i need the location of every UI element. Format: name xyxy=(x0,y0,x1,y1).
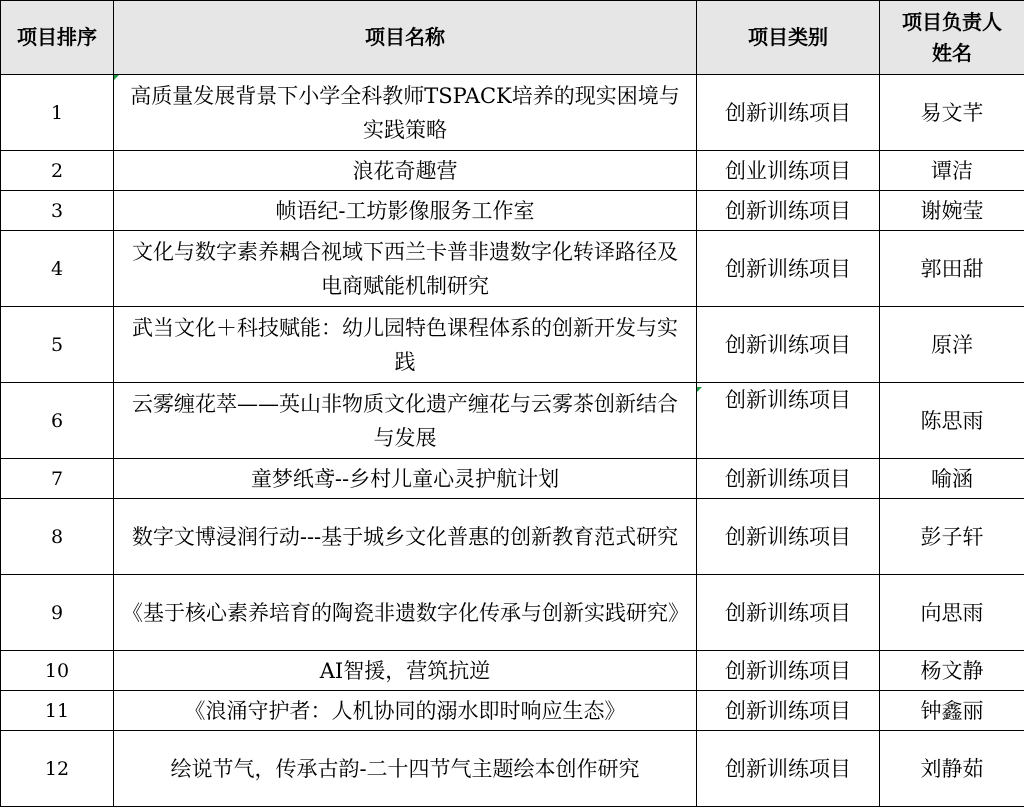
name-cell[interactable]: AI智援，营筑抗逆 xyxy=(114,651,697,691)
header-rank[interactable]: 项目排序 xyxy=(1,1,114,75)
rank-cell[interactable]: 11 xyxy=(1,691,114,731)
category-cell[interactable]: 创新训练项目 xyxy=(697,499,880,575)
name-cell[interactable]: 云雾缠花萃——英山非物质文化遗产缠花与云雾茶创新结合与发展 xyxy=(114,383,697,459)
comment-indicator-icon xyxy=(114,75,119,80)
table-row xyxy=(1,499,1024,575)
leader-cell[interactable]: 喻涵 xyxy=(880,459,1024,499)
rank-cell[interactable]: 6 xyxy=(1,383,114,459)
rank-cell[interactable]: 12 xyxy=(1,731,114,807)
name-cell[interactable]: 文化与数字素养耦合视域下西兰卡普非遗数字化转译路径及电商赋能机制研究 xyxy=(114,231,697,307)
category-cell[interactable]: 创新训练项目 xyxy=(697,231,880,307)
table-row xyxy=(1,459,1024,499)
table-row xyxy=(1,191,1024,231)
leader-cell[interactable]: 谢婉莹 xyxy=(880,191,1024,231)
name-cell[interactable]: 绘说节气，传承古韵-二十四节气主题绘本创作研究 xyxy=(114,731,697,807)
rank-cell[interactable]: 4 xyxy=(1,231,114,307)
category-cell[interactable]: 创新训练项目 xyxy=(697,75,880,151)
leader-cell[interactable]: 刘静茹 xyxy=(880,731,1024,807)
rank-cell[interactable]: 2 xyxy=(1,151,114,191)
leader-cell[interactable]: 郭田甜 xyxy=(880,231,1024,307)
category-cell[interactable]: 创新训练项目 xyxy=(697,307,880,383)
leader-cell[interactable]: 钟鑫丽 xyxy=(880,691,1024,731)
name-cell[interactable]: 武当文化＋科技赋能：幼儿园特色课程体系的创新开发与实践 xyxy=(114,307,697,383)
leader-cell[interactable]: 易文芊 xyxy=(880,75,1024,151)
table-row xyxy=(1,151,1024,191)
header-name[interactable]: 项目名称 xyxy=(114,1,697,75)
rank-cell[interactable]: 10 xyxy=(1,651,114,691)
table-row xyxy=(1,731,1024,807)
rank-cell[interactable]: 1 xyxy=(1,75,114,151)
table-row xyxy=(1,575,1024,651)
leader-cell[interactable]: 向思雨 xyxy=(880,575,1024,651)
table-row xyxy=(1,75,1024,151)
category-cell[interactable]: 创业训练项目 xyxy=(697,151,880,191)
leader-cell[interactable]: 杨文静 xyxy=(880,651,1024,691)
category-cell[interactable]: 创新训练项目 xyxy=(697,383,880,459)
table-row xyxy=(1,231,1024,307)
name-cell[interactable]: 《浪涌守护者：人机协同的溺水即时响应生态》 xyxy=(114,691,697,731)
header-category[interactable]: 项目类别 xyxy=(697,1,880,75)
category-cell[interactable]: 创新训练项目 xyxy=(697,651,880,691)
rank-cell[interactable]: 8 xyxy=(1,499,114,575)
leader-cell[interactable]: 彭子轩 xyxy=(880,499,1024,575)
rank-cell[interactable]: 5 xyxy=(1,307,114,383)
name-cell[interactable]: 高质量发展背景下小学全科教师TSPACK培养的现实困境与实践策略 xyxy=(114,75,697,151)
category-cell[interactable]: 创新训练项目 xyxy=(697,191,880,231)
leader-cell[interactable]: 陈思雨 xyxy=(880,383,1024,459)
category-cell[interactable]: 创新训练项目 xyxy=(697,575,880,651)
name-cell[interactable]: 《基于核心素养培育的陶瓷非遗数字化传承与创新实践研究》 xyxy=(114,575,697,651)
name-cell[interactable]: 浪花奇趣营 xyxy=(114,151,697,191)
header-row xyxy=(1,1,1024,75)
table-row xyxy=(1,691,1024,731)
table-row xyxy=(1,307,1024,383)
category-cell[interactable]: 创新训练项目 xyxy=(697,691,880,731)
table-row xyxy=(1,383,1024,459)
category-cell[interactable]: 创新训练项目 xyxy=(697,459,880,499)
category-cell[interactable]: 创新训练项目 xyxy=(697,731,880,807)
table-row xyxy=(1,651,1024,691)
name-cell[interactable]: 帧语纪-工坊影像服务工作室 xyxy=(114,191,697,231)
rank-cell[interactable]: 3 xyxy=(1,191,114,231)
header-leader[interactable] xyxy=(880,1,1024,75)
comment-indicator-icon xyxy=(697,387,702,392)
rank-cell[interactable]: 9 xyxy=(1,575,114,651)
name-cell[interactable]: 数字文博浸润行动---基于城乡文化普惠的创新教育范式研究 xyxy=(114,499,697,575)
rank-cell[interactable]: 7 xyxy=(1,459,114,499)
header-leader-line2: 姓名 xyxy=(932,40,972,65)
leader-cell[interactable]: 谭洁 xyxy=(880,151,1024,191)
name-cell[interactable]: 童梦纸鸢--乡村儿童心灵护航计划 xyxy=(114,459,697,499)
leader-cell[interactable]: 原洋 xyxy=(880,307,1024,383)
header-leader-line1: 项目负责人 xyxy=(902,9,1002,34)
